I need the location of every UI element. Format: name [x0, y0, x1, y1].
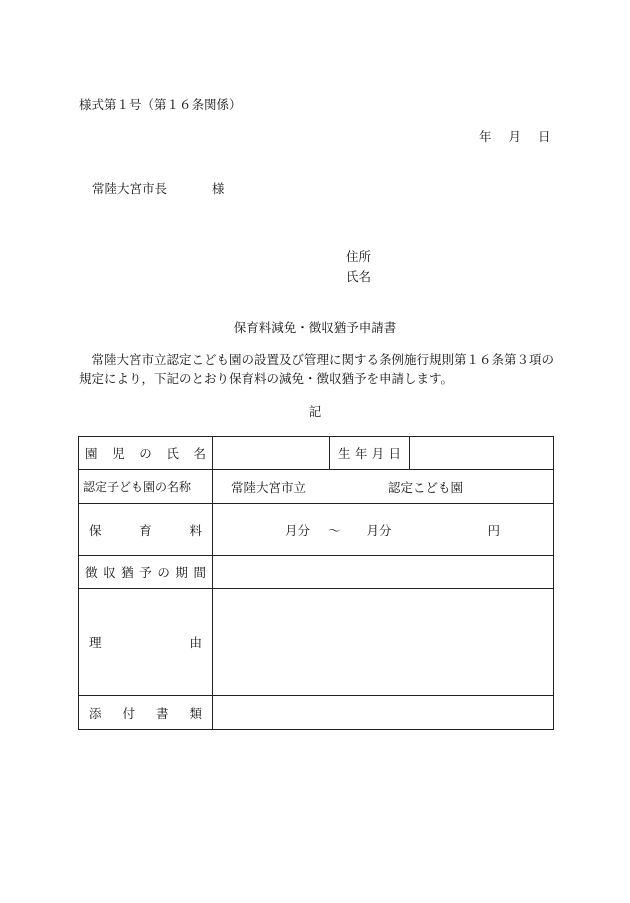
reason-label — [79, 589, 213, 696]
label-char: 類 — [189, 705, 202, 721]
date-year: 年 — [479, 129, 492, 144]
label-char: 児 — [112, 446, 125, 461]
label-char: 年 — [354, 446, 368, 461]
label-char: 保 — [89, 522, 102, 538]
label-char: 日 — [388, 446, 401, 461]
label-char: 付 — [122, 705, 135, 721]
deferral-period-label — [79, 556, 213, 589]
label-char: 間 — [193, 565, 206, 580]
fee-tilde: ～ — [328, 522, 341, 538]
attachments-field[interactable] — [213, 696, 554, 730]
facility-name-label: 認定子ども園の名称 — [79, 470, 213, 504]
row-fee — [79, 504, 554, 556]
row-deferral-period — [79, 556, 554, 589]
birth-date-label — [330, 437, 410, 470]
deferral-period-field[interactable] — [213, 556, 554, 589]
label-char: 生 — [338, 446, 351, 461]
addressee-honorific: 様 — [212, 181, 225, 196]
document-title: 保育料減免・徴収猶予申請書 — [233, 320, 397, 335]
body-text: 常陸大宮市立認定こども園の設置及び管理に関する条例施行規則第１６条第３項の規定により，下記のとおり保育料の減免・徴収猶予を申請します。 — [79, 352, 555, 386]
label-char: 氏 — [166, 446, 179, 461]
facility-name-field[interactable] — [213, 470, 554, 504]
application-table — [78, 436, 554, 730]
facility-prefix: 常陸大宮市立 — [231, 479, 307, 495]
label-char: 徴 — [85, 565, 98, 580]
label-char: の — [157, 565, 170, 580]
date-day: 日 — [538, 129, 551, 144]
addressee-name: 常陸大宮市長 — [92, 181, 168, 196]
label-char: 書 — [155, 705, 169, 721]
row-child-name — [79, 437, 554, 470]
fee-yen: 円 — [487, 522, 501, 538]
row-facility-name — [79, 470, 554, 504]
date-line — [479, 127, 551, 145]
ki-heading: 記 — [308, 404, 322, 419]
date-month: 月 — [508, 129, 522, 144]
applicant-name-label: 氏名 — [346, 269, 372, 284]
birth-date-field[interactable] — [410, 437, 554, 470]
label-char: 期 — [175, 565, 188, 580]
label-char: 収 — [103, 565, 116, 580]
row-reason — [79, 589, 554, 696]
fee-label — [79, 504, 213, 556]
label-char: 料 — [189, 522, 202, 538]
facility-suffix: 認定こども園 — [388, 479, 464, 495]
form-number: 様式第１号（第１６条関係） — [79, 97, 242, 112]
reason-field[interactable] — [213, 589, 554, 696]
label-char: 添 — [89, 705, 102, 721]
label-char: 名 — [193, 446, 206, 461]
label-char: 由 — [189, 635, 202, 650]
label-char: 月 — [371, 446, 385, 461]
label-char: 予 — [139, 565, 152, 580]
label-char: の — [139, 446, 152, 461]
fee-month-to: 月分 — [366, 522, 392, 538]
fee-month-from: 月分 — [285, 522, 311, 538]
label-char: 理 — [89, 635, 102, 650]
fee-field[interactable] — [213, 504, 554, 556]
label-char: 園 — [85, 446, 98, 461]
attachments-label — [79, 696, 213, 730]
child-name-field[interactable] — [213, 437, 330, 470]
label-char: 育 — [139, 522, 152, 538]
child-name-label — [79, 437, 213, 470]
applicant-address-label: 住所 — [346, 249, 372, 264]
row-attachments — [79, 696, 554, 730]
label-char: 猶 — [121, 565, 134, 580]
